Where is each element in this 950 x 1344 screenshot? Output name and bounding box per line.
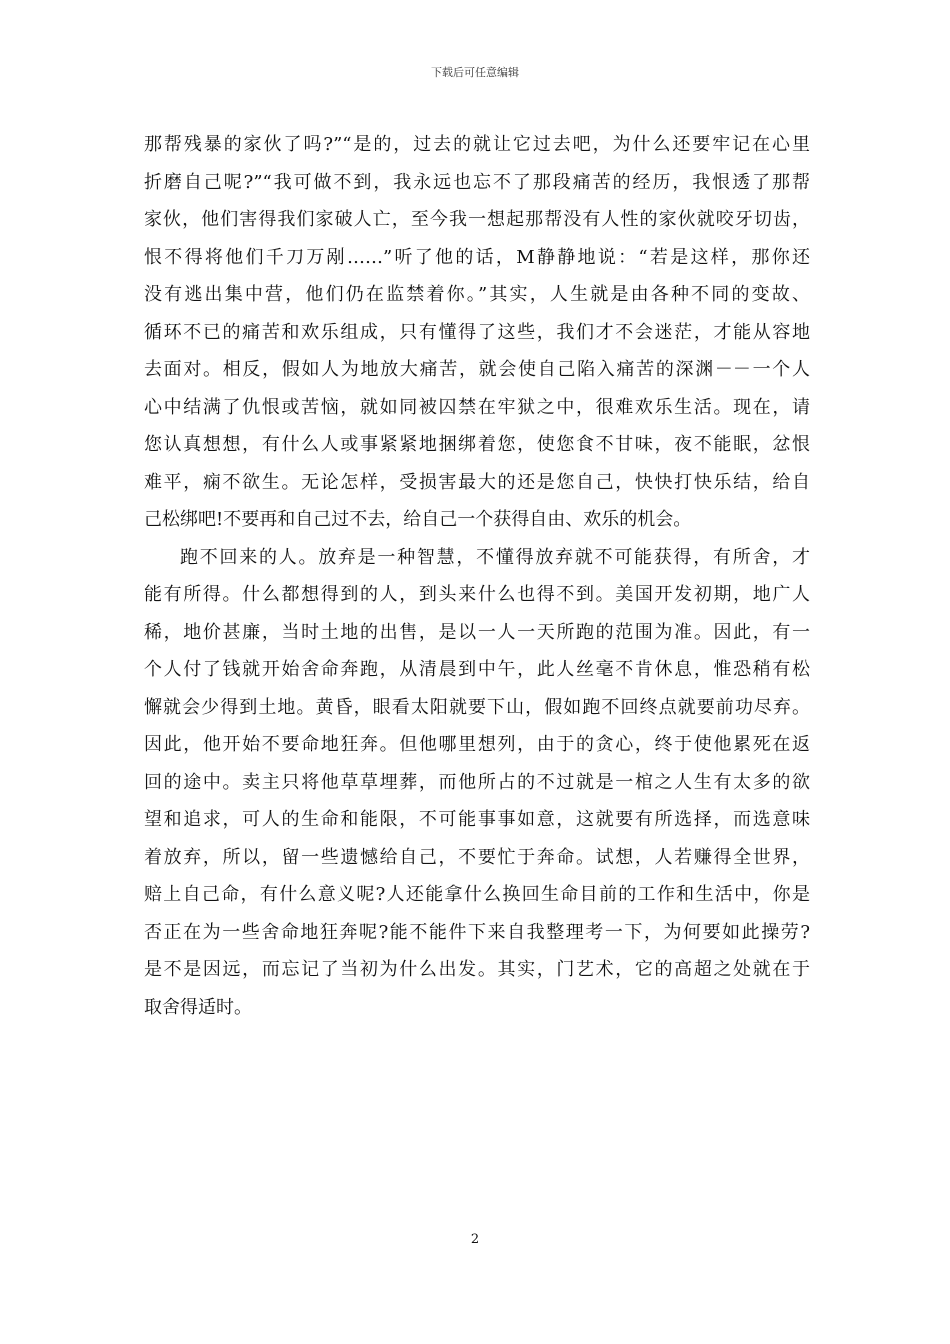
paragraph-1 (144, 126, 810, 539)
text-line: 否正在为一些舍命地狂奔呢?能不能件下来自我整理考一下，为何要如此操劳? (144, 921, 810, 943)
text-line: 循环不已的痛苦和欢乐组成，只有懂得了这些，我们才不会迷茫，才能从容地 (144, 321, 810, 343)
text-line: 取舍得适时。 (144, 996, 252, 1018)
text-line: 望和追求，可人的生命和能限，不可能事事如意，这就要有所选择，而选意味 (144, 809, 810, 830)
text-line: 难平，痫不欲生。无论怎样，受损害最大的还是您自己，快快打快乐结，给自 (144, 471, 810, 493)
page-header: 下载后可任意编辑 (431, 66, 519, 79)
text-line: 着放弃，所以，留一些遗憾给自己，不要忙于奔命。试想，人若赚得全世界， (144, 846, 810, 868)
text-line: 懈就会少得到土地。黄昏，眼看太阳就要下山，假如跑不回终点就要前功尽弃。 (144, 696, 810, 718)
text-line: 回的途中。卖主只将他草草埋葬，而他所占的不过就是一棺之人生有太多的欲 (144, 771, 810, 793)
paragraph-2 (144, 539, 810, 1027)
text-line: 您认真想想，有什么人或事紧紧地捆绑着您，使您食不甘味，夜不能眠，忿恨 (144, 434, 810, 455)
text-line: 己松绑吧!不要再和自己过不去，给自己一个获得自由、欢乐的机会。 (144, 509, 692, 530)
text-line: 因此，他开始不要命地狂奔。但他哪里想列，由于的贪心，终于使他累死在返 (144, 734, 810, 755)
text-line: 稀，地价甚廉，当时土地的出售，是以一人一天所跑的范围为准。因此，有一 (144, 621, 810, 643)
page-number: 2 (470, 1232, 480, 1247)
text-line: 是不是因远，而忘记了当初为什么出发。其实，门艺术，它的高超之处就在于 (144, 959, 810, 980)
text-line: 去面对。相反，假如人为地放大痛苦，就会使自己陷入痛苦的深渊－－一个人 (144, 359, 810, 380)
text-line: 恨不得将他们千刀万剐……”听了他的话，M静静地说：“若是这样，那你还 (144, 246, 810, 268)
text-line: 没有逃出集中营，他们仍在监禁着你。”其实，人生就是由各种不同的变故、 (144, 284, 810, 305)
text-line: 心中结满了仇恨或苦恼，就如同被囚禁在牢狱之中，很难欢乐生活。现在，请 (144, 396, 810, 418)
text-line: 赔上自己命，有什么意义呢?人还能拿什么换回生命目前的工作和生活中，你是 (144, 884, 810, 905)
text-line: 那帮残暴的家伙了吗?”“是的，过去的就让它过去吧，为什么还要牢记在心里 (144, 134, 810, 155)
text-line: 个人付了钱就开始舍命奔跑，从清晨到中午，此人丝毫不肯休息，惟恐稍有松 (144, 659, 810, 680)
text-line: 家伙，他们害得我们家破人亡，至今我一想起那帮没有人性的家伙就咬牙切齿， (144, 209, 810, 230)
text-line: 跑不回来的人。放弃是一种智慧，不懂得放弃就不可能获得，有所舍，才 (180, 546, 810, 568)
document-body (144, 126, 810, 1026)
text-line: 折磨自己呢?”“我可做不到，我永远也忘不了那段痛苦的经历，我恨透了那帮 (144, 171, 810, 193)
text-line: 能有所得。什么都想得到的人，到头来什么也得不到。美国开发初期，地广人 (144, 584, 810, 605)
